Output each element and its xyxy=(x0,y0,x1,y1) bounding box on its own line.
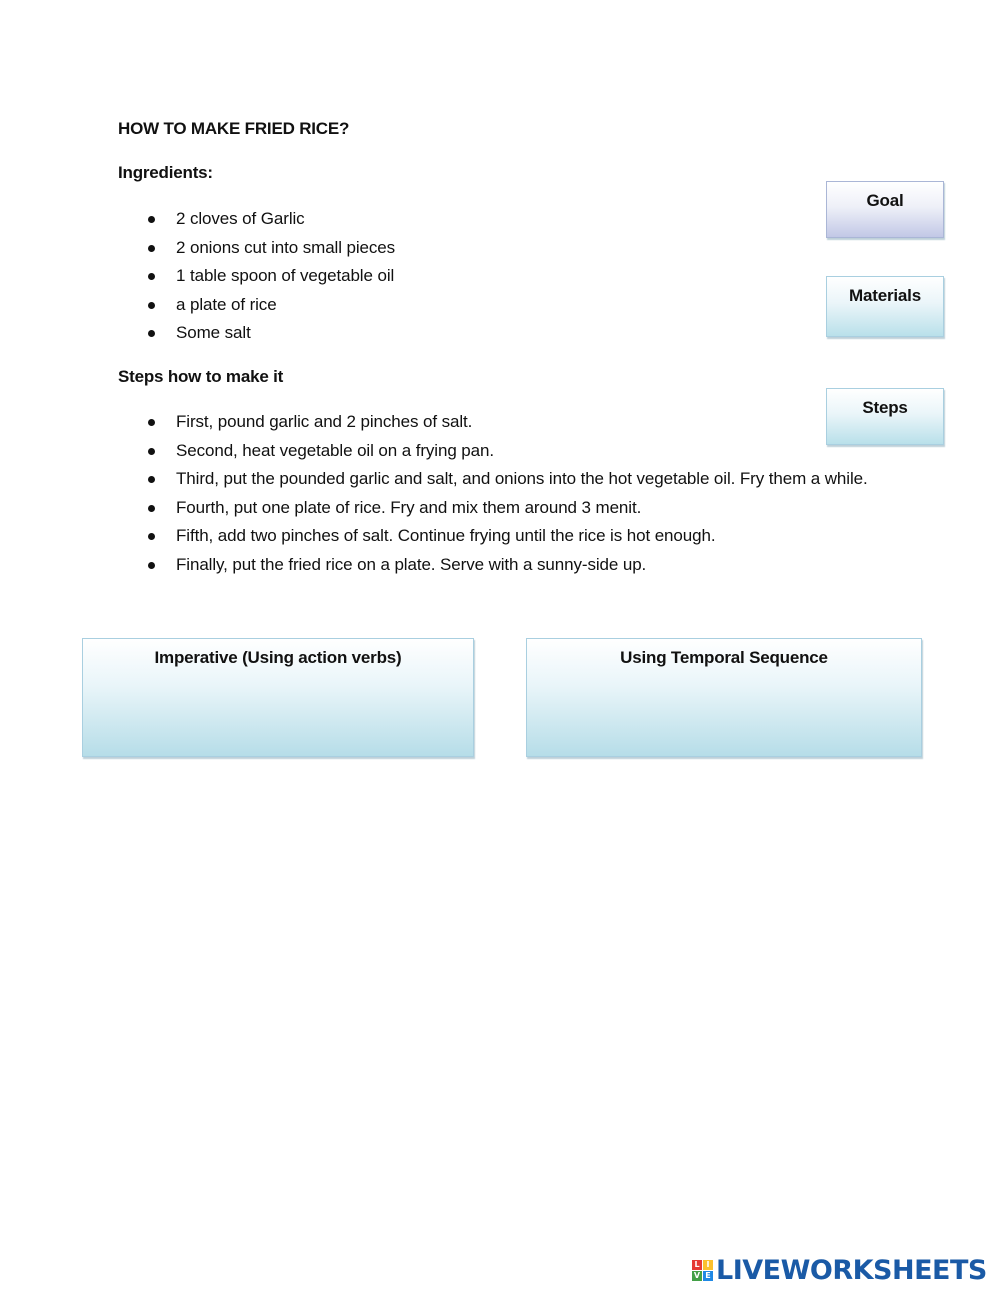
goal-drag-label[interactable] xyxy=(826,181,944,238)
list-item: 2 onions cut into small pieces xyxy=(118,234,395,263)
ingredients-list xyxy=(118,205,395,348)
list-item: First, pound garlic and 2 pinches of salt. xyxy=(118,408,908,437)
bullet-icon xyxy=(148,562,155,569)
steps-heading: Steps how to make it xyxy=(118,367,284,386)
liveworksheets-logo xyxy=(692,1255,987,1285)
list-item: Finally, put the fried rice on a plate. Serve with a sunny-side up. xyxy=(118,551,908,580)
temporal-sequence-drop-box[interactable] xyxy=(526,638,922,757)
list-item: 2 cloves of Garlic xyxy=(118,205,395,234)
list-item: a plate of rice xyxy=(118,291,395,320)
steps-list xyxy=(118,408,908,580)
bullet-icon xyxy=(148,302,155,309)
bullet-icon xyxy=(148,505,155,512)
materials-drag-label[interactable] xyxy=(826,276,944,337)
bullet-icon xyxy=(148,476,155,483)
list-item: Fifth, add two pinches of salt. Continue frying until the rice is hot enough. xyxy=(118,522,908,551)
bullet-icon xyxy=(148,216,155,223)
steps-label-text: Steps xyxy=(862,398,908,417)
imperative-drop-box[interactable] xyxy=(82,638,474,757)
bullet-icon xyxy=(148,273,155,280)
list-item: Second, heat vegetable oil on a frying pan. xyxy=(118,437,908,466)
bullet-icon xyxy=(148,419,155,426)
list-item: Third, put the pounded garlic and salt, and onions into the hot vegetable oil. Fry them a while. xyxy=(118,465,908,494)
page-title: HOW TO MAKE FRIED RICE? xyxy=(118,119,350,138)
bullet-icon xyxy=(148,330,155,337)
list-item: 1 table spoon of vegetable oil xyxy=(118,262,395,291)
list-item: Some salt xyxy=(118,319,395,348)
list-item: Fourth, put one plate of rice. Fry and mix them around 3 menit. xyxy=(118,494,908,523)
bullet-icon xyxy=(148,533,155,540)
liveworksheets-logo-icon: L I V E xyxy=(692,1260,713,1281)
bullet-icon xyxy=(148,448,155,455)
materials-label-text: Materials xyxy=(849,286,921,305)
imperative-box-title: Imperative (Using action verbs) xyxy=(154,648,402,667)
logo-text: LIVEWORKSHEETS xyxy=(716,1254,987,1286)
bullet-icon xyxy=(148,245,155,252)
steps-drag-label[interactable] xyxy=(826,388,944,445)
temporal-box-title: Using Temporal Sequence xyxy=(620,648,828,667)
goal-label-text: Goal xyxy=(866,191,904,210)
ingredients-heading: Ingredients: xyxy=(118,163,213,182)
